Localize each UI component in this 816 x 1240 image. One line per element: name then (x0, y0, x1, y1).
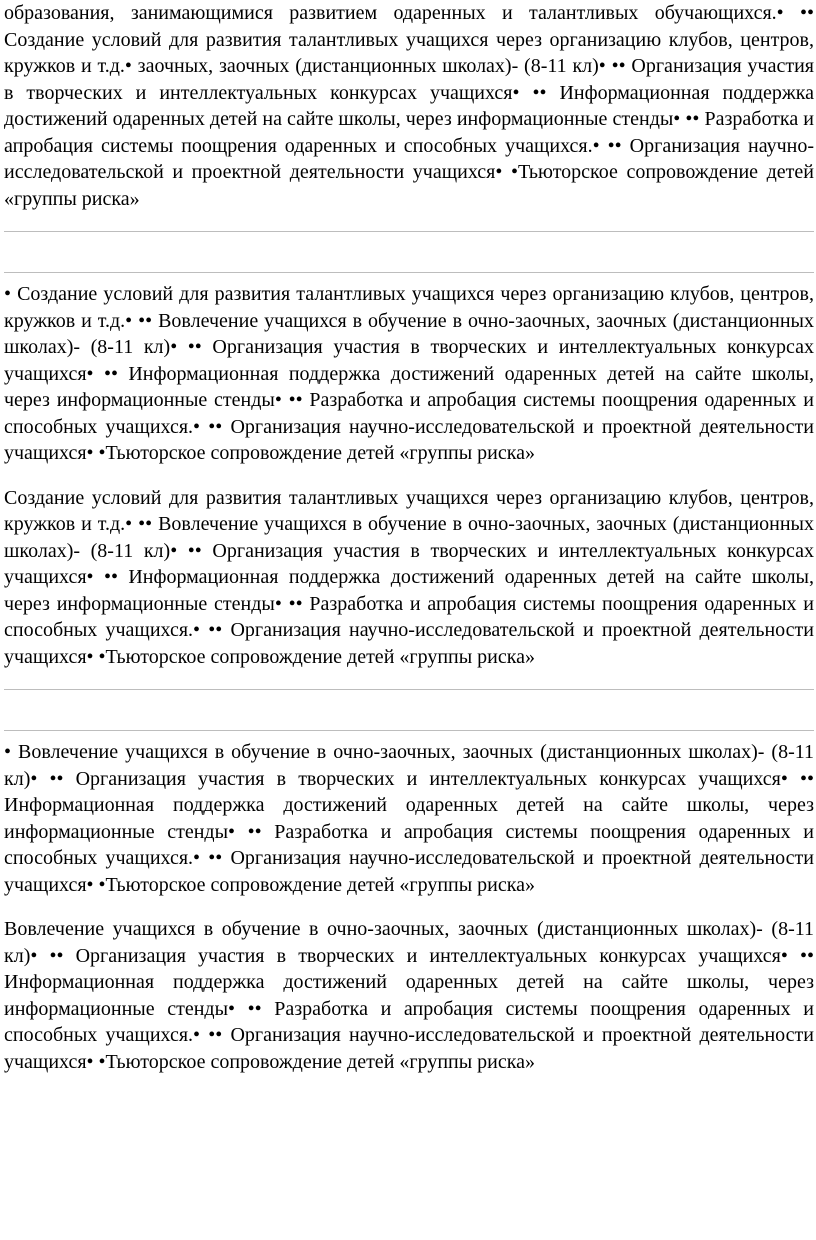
spacer (4, 232, 814, 272)
paragraph-2: • Создание условий для развития талантливых учащихся через организацию клубов, центров, кружков и т.д.• •• Вовлечение учащихся в обучение в очно-заочных, заочных (дистанционных школах)- (8-11 кл)• •• Организация участия в творческих и интеллектуальных конкурсах учащихся• •• Информационная поддержка достижений одаренных детей на сайте школы, через информационные стенды• •• Разработка и апробация системы поощрения одаренных и способных учащихся.• •• Организация научно-исследовательской и проектной деятельности учащихся• •Тьюторское сопровождение детей «группы риска» (4, 283, 814, 464)
spacer (4, 670, 814, 689)
spacer (4, 467, 814, 485)
spacer (4, 273, 814, 281)
paragraph-1: образования, занимающимися развитием одаренных и талантливых обучающихся.• •• Создание условий для развития талантливых учащихся через организацию клубов, центров, кружков и т.д.• заочных, заочных (дистанционных школах)- (8-11 кл)• •• Организация участия в творческих и интеллектуальных конкурсах учащихся• •• Информационная поддержка достижений одаренных детей на сайте школы, через информационные стенды• •• Разработка и апробация системы поощрения одаренных и способных учащихся.• •• Организация научно-исследовательской и проектной деятельности учащихся• •Тьюторское сопровождение детей «группы риска» (4, 2, 814, 210)
paragraph-4: • Вовлечение учащихся в обучение в очно-заочных, заочных (дистанционных школах)- (8-11 кл)• •• Организация участия в творческих и интеллектуальных конкурсах учащихся• •• Информационная поддержка достижений одаренных детей на сайте школы, через информационные стенды• •• Разработка и апробация системы поощрения одаренных и способных учащихся.• •• Организация научно-исследовательской и проектной деятельности учащихся• •Тьюторское сопровождение детей «группы риска» (4, 741, 814, 896)
paragraph-5: Вовлечение учащихся в обучение в очно-заочных, заочных (дистанционных школах)- (8-11 кл)• •• Организация участия в творческих и интеллектуальных конкурсах учащихся• •• Информационная поддержка достижений одаренных детей на сайте школы, через информационные стенды• •• Разработка и апробация системы поощрения одаренных и способных учащихся.• •• Организация научно-исследовательской и проектной деятельности учащихся• •Тьюторское сопровождение детей «группы риска» (4, 918, 814, 1073)
paragraph-3: Создание условий для развития талантливых учащихся через организацию клубов, центров, кружков и т.д.• •• Вовлечение учащихся в обучение в очно-заочных, заочных (дистанционных школах)- (8-11 кл)• •• Организация участия в творческих и интеллектуальных конкурсах учащихся• •• Информационная поддержка достижений одаренных детей на сайте школы, через информационные стенды• •• Разработка и апробация системы поощрения одаренных и способных учащихся.• •• Организация научно-исследовательской и проектной деятельности учащихся• •Тьюторское сопровождение детей «группы риска» (4, 486, 814, 668)
spacer (4, 731, 814, 739)
spacer (4, 212, 814, 231)
spacer (4, 898, 814, 916)
spacer (4, 690, 814, 730)
